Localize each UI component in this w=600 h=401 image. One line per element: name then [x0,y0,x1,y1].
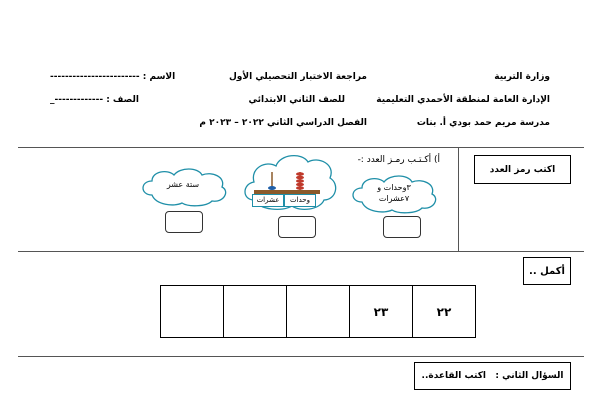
answer-box-3[interactable] [165,211,203,233]
section1-vertical-divider [458,148,459,251]
sequence-cell-3[interactable] [286,285,350,338]
directorate-name: الإدارة العامة لمنطقة الأحمدي التعليمية [376,95,550,105]
grade-label: للصف الثاني الابتدائي [248,95,345,105]
section1-title: اكتب رمز العدد [489,164,556,175]
section2-divider [18,356,584,357]
student-name-field[interactable]: الاسم : ------------------------ [50,72,176,82]
section2-title-box [523,257,571,285]
section1-title-box [474,155,571,184]
section3-title: السؤال الثاني : اكتب القاعدة.. [421,371,564,381]
school-name: مدرسة مريم حمد بودي أ. بنات [416,118,550,128]
cloud-text-1: ٣وحدات و ٧عشرات [377,183,411,203]
answer-box-1[interactable] [383,216,421,238]
ministry-name: وزارة التربية [494,72,550,82]
abacus-label-tens: عشرات [252,194,284,207]
answer-box-2[interactable] [278,216,316,238]
exam-title: مراجعة الاختبار التحصيلي الأول [229,72,367,82]
student-class-field[interactable]: الصف : -------------_ [50,95,139,105]
sequence-cell-1: ٢٢ [412,285,476,338]
abacus-label-units: وحدات [284,194,316,207]
sequence-cell-4[interactable] [223,285,287,338]
sequence-cell-2: ٢٣ [349,285,413,338]
section2-title: أكمل .. [529,265,565,277]
section1-instruction: أ) أكـتـب رمـز العدد :- [357,155,440,165]
cloud-text-3: ستة عشر [166,180,200,189]
section1-divider [18,251,584,252]
semester-label: الفصل الدراسي الثاني ٢٠٢٢ – ٢٠٢٣ م [199,118,367,128]
sequence-cell-5[interactable] [160,285,224,338]
section3-title-box [414,362,571,390]
header-divider [18,147,584,148]
